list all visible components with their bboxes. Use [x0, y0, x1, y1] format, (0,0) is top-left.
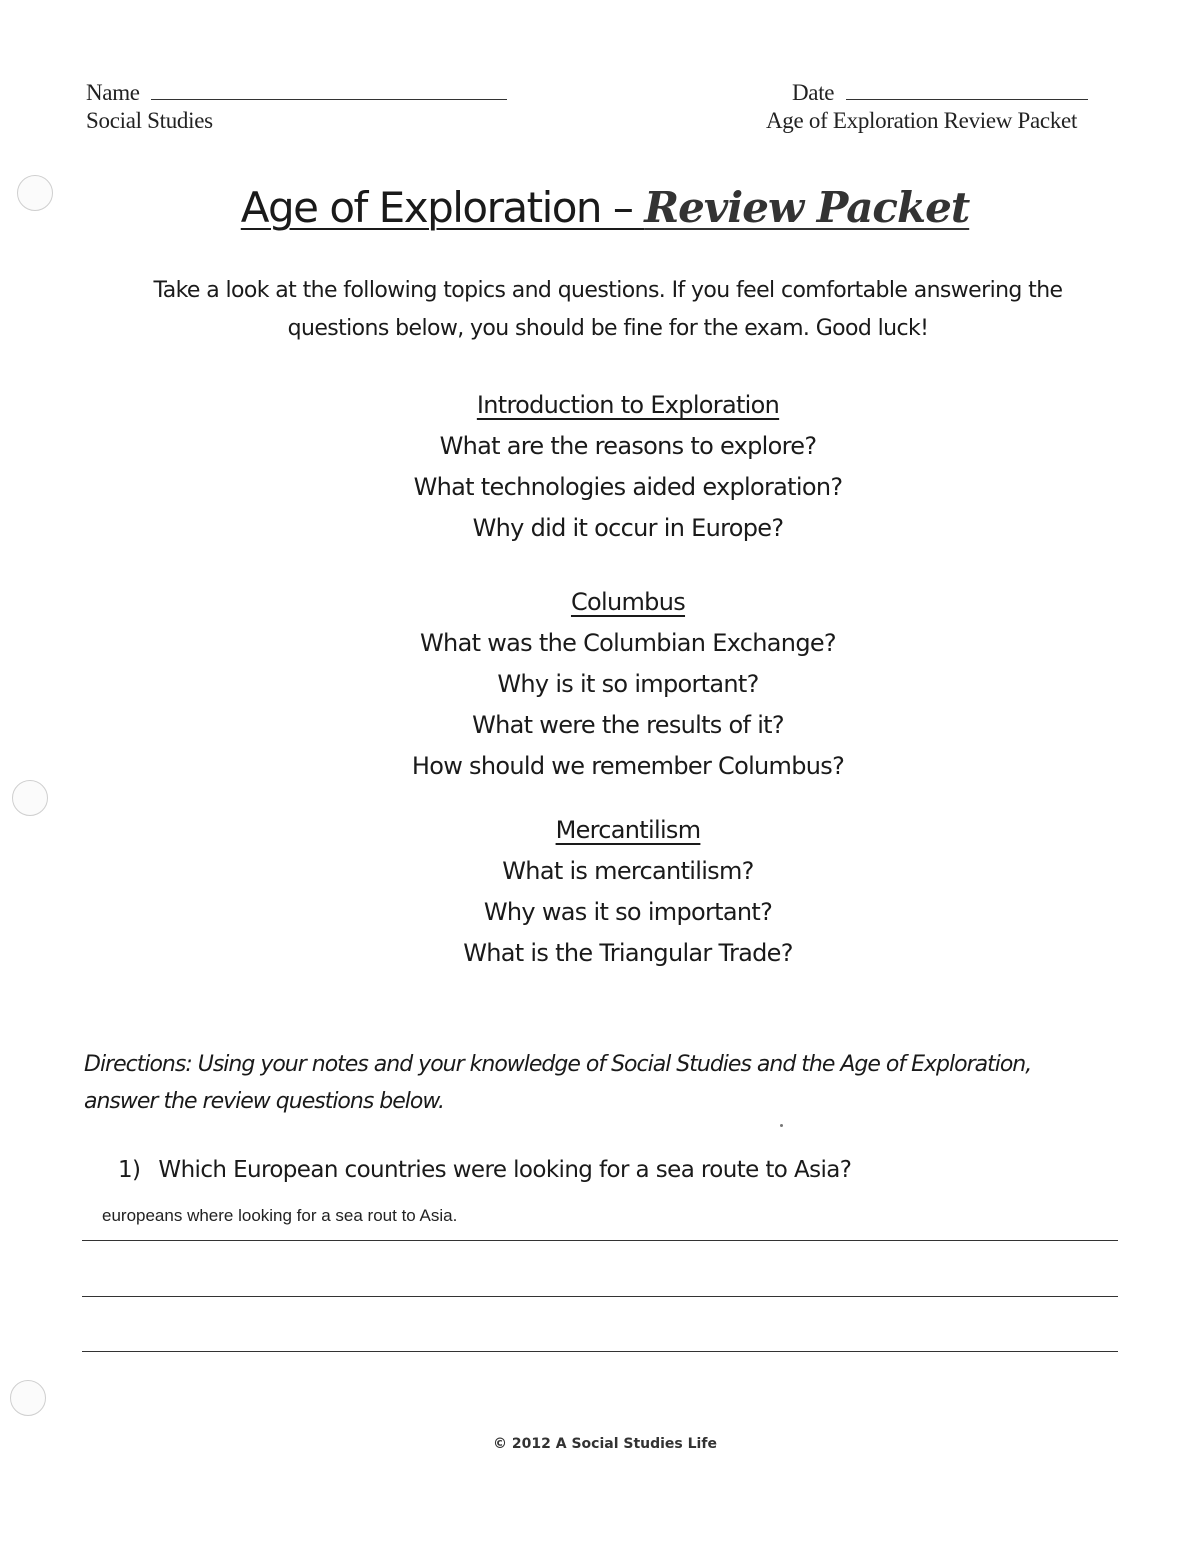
- topic-question: What is mercantilism?: [502, 857, 754, 885]
- topic-question: Why is it so important?: [497, 670, 759, 698]
- packet-label: Age of Exploration Review Packet: [766, 108, 1078, 133]
- answer-field[interactable]: europeans where looking for a sea rout to Asia.: [102, 1206, 458, 1225]
- topic-question: What are the reasons to explore?: [439, 432, 817, 460]
- topic-question: What technologies aided exploration?: [413, 473, 843, 501]
- topic-heading: [328, 582, 928, 623]
- name-field: [86, 80, 507, 106]
- topic-question: Why did it occur in Europe?: [472, 514, 784, 542]
- topic-question: What was the Columbian Exchange?: [420, 629, 836, 657]
- name-label: Name: [86, 80, 140, 105]
- answer-line-1[interactable]: [82, 1240, 1118, 1241]
- title-accent: Review Packet: [644, 183, 970, 232]
- class-label: Social Studies: [86, 108, 213, 133]
- topic-heading-text: Introduction to Exploration: [476, 391, 780, 419]
- page-title: [0, 183, 1200, 232]
- binder-hole-middle: [12, 780, 48, 816]
- topic-question: How should we remember Columbus?: [411, 752, 845, 780]
- title-main: Age of Exploration –: [240, 183, 645, 232]
- directions: [84, 1046, 1124, 1120]
- date-line[interactable]: [846, 98, 1088, 100]
- question-text: Which European countries were looking for a sea route to Asia?: [158, 1157, 852, 1183]
- binder-hole-bottom: [10, 1380, 46, 1416]
- answer-line-3[interactable]: [82, 1351, 1118, 1352]
- intro-text: [100, 272, 1116, 348]
- question-1: [118, 1157, 851, 1183]
- topic-heading: [328, 385, 928, 426]
- topic-introduction: [328, 385, 928, 549]
- answer-line-2[interactable]: [82, 1296, 1118, 1297]
- date-label: Date: [792, 80, 835, 105]
- question-number: 1): [118, 1157, 141, 1183]
- topic-question: What is the Triangular Trade?: [463, 939, 793, 967]
- intro-line-2: questions below, you should be fine for the exam. Good luck!: [287, 316, 929, 341]
- intro-line-1: Take a look at the following topics and questions. If you feel comfortable answering the: [153, 278, 1063, 303]
- topic-columbus: [328, 582, 928, 787]
- topic-question: What were the results of it?: [472, 711, 784, 739]
- directions-line-2: answer the review questions below.: [84, 1089, 444, 1114]
- directions-line-1: Directions: Using your notes and your knowledge of Social Studies and the Age of Exploration,: [84, 1052, 1032, 1077]
- scan-speck: [780, 1124, 783, 1127]
- topic-question: Why was it so important?: [483, 898, 773, 926]
- topic-heading: [328, 810, 928, 851]
- topic-heading-text: Mercantilism: [555, 816, 701, 844]
- copyright-footer: © 2012 A Social Studies Life: [493, 1436, 717, 1452]
- date-field: [792, 80, 1088, 106]
- name-line[interactable]: [151, 98, 507, 100]
- topic-mercantilism: [328, 810, 928, 974]
- topic-heading-text: Columbus: [570, 588, 686, 616]
